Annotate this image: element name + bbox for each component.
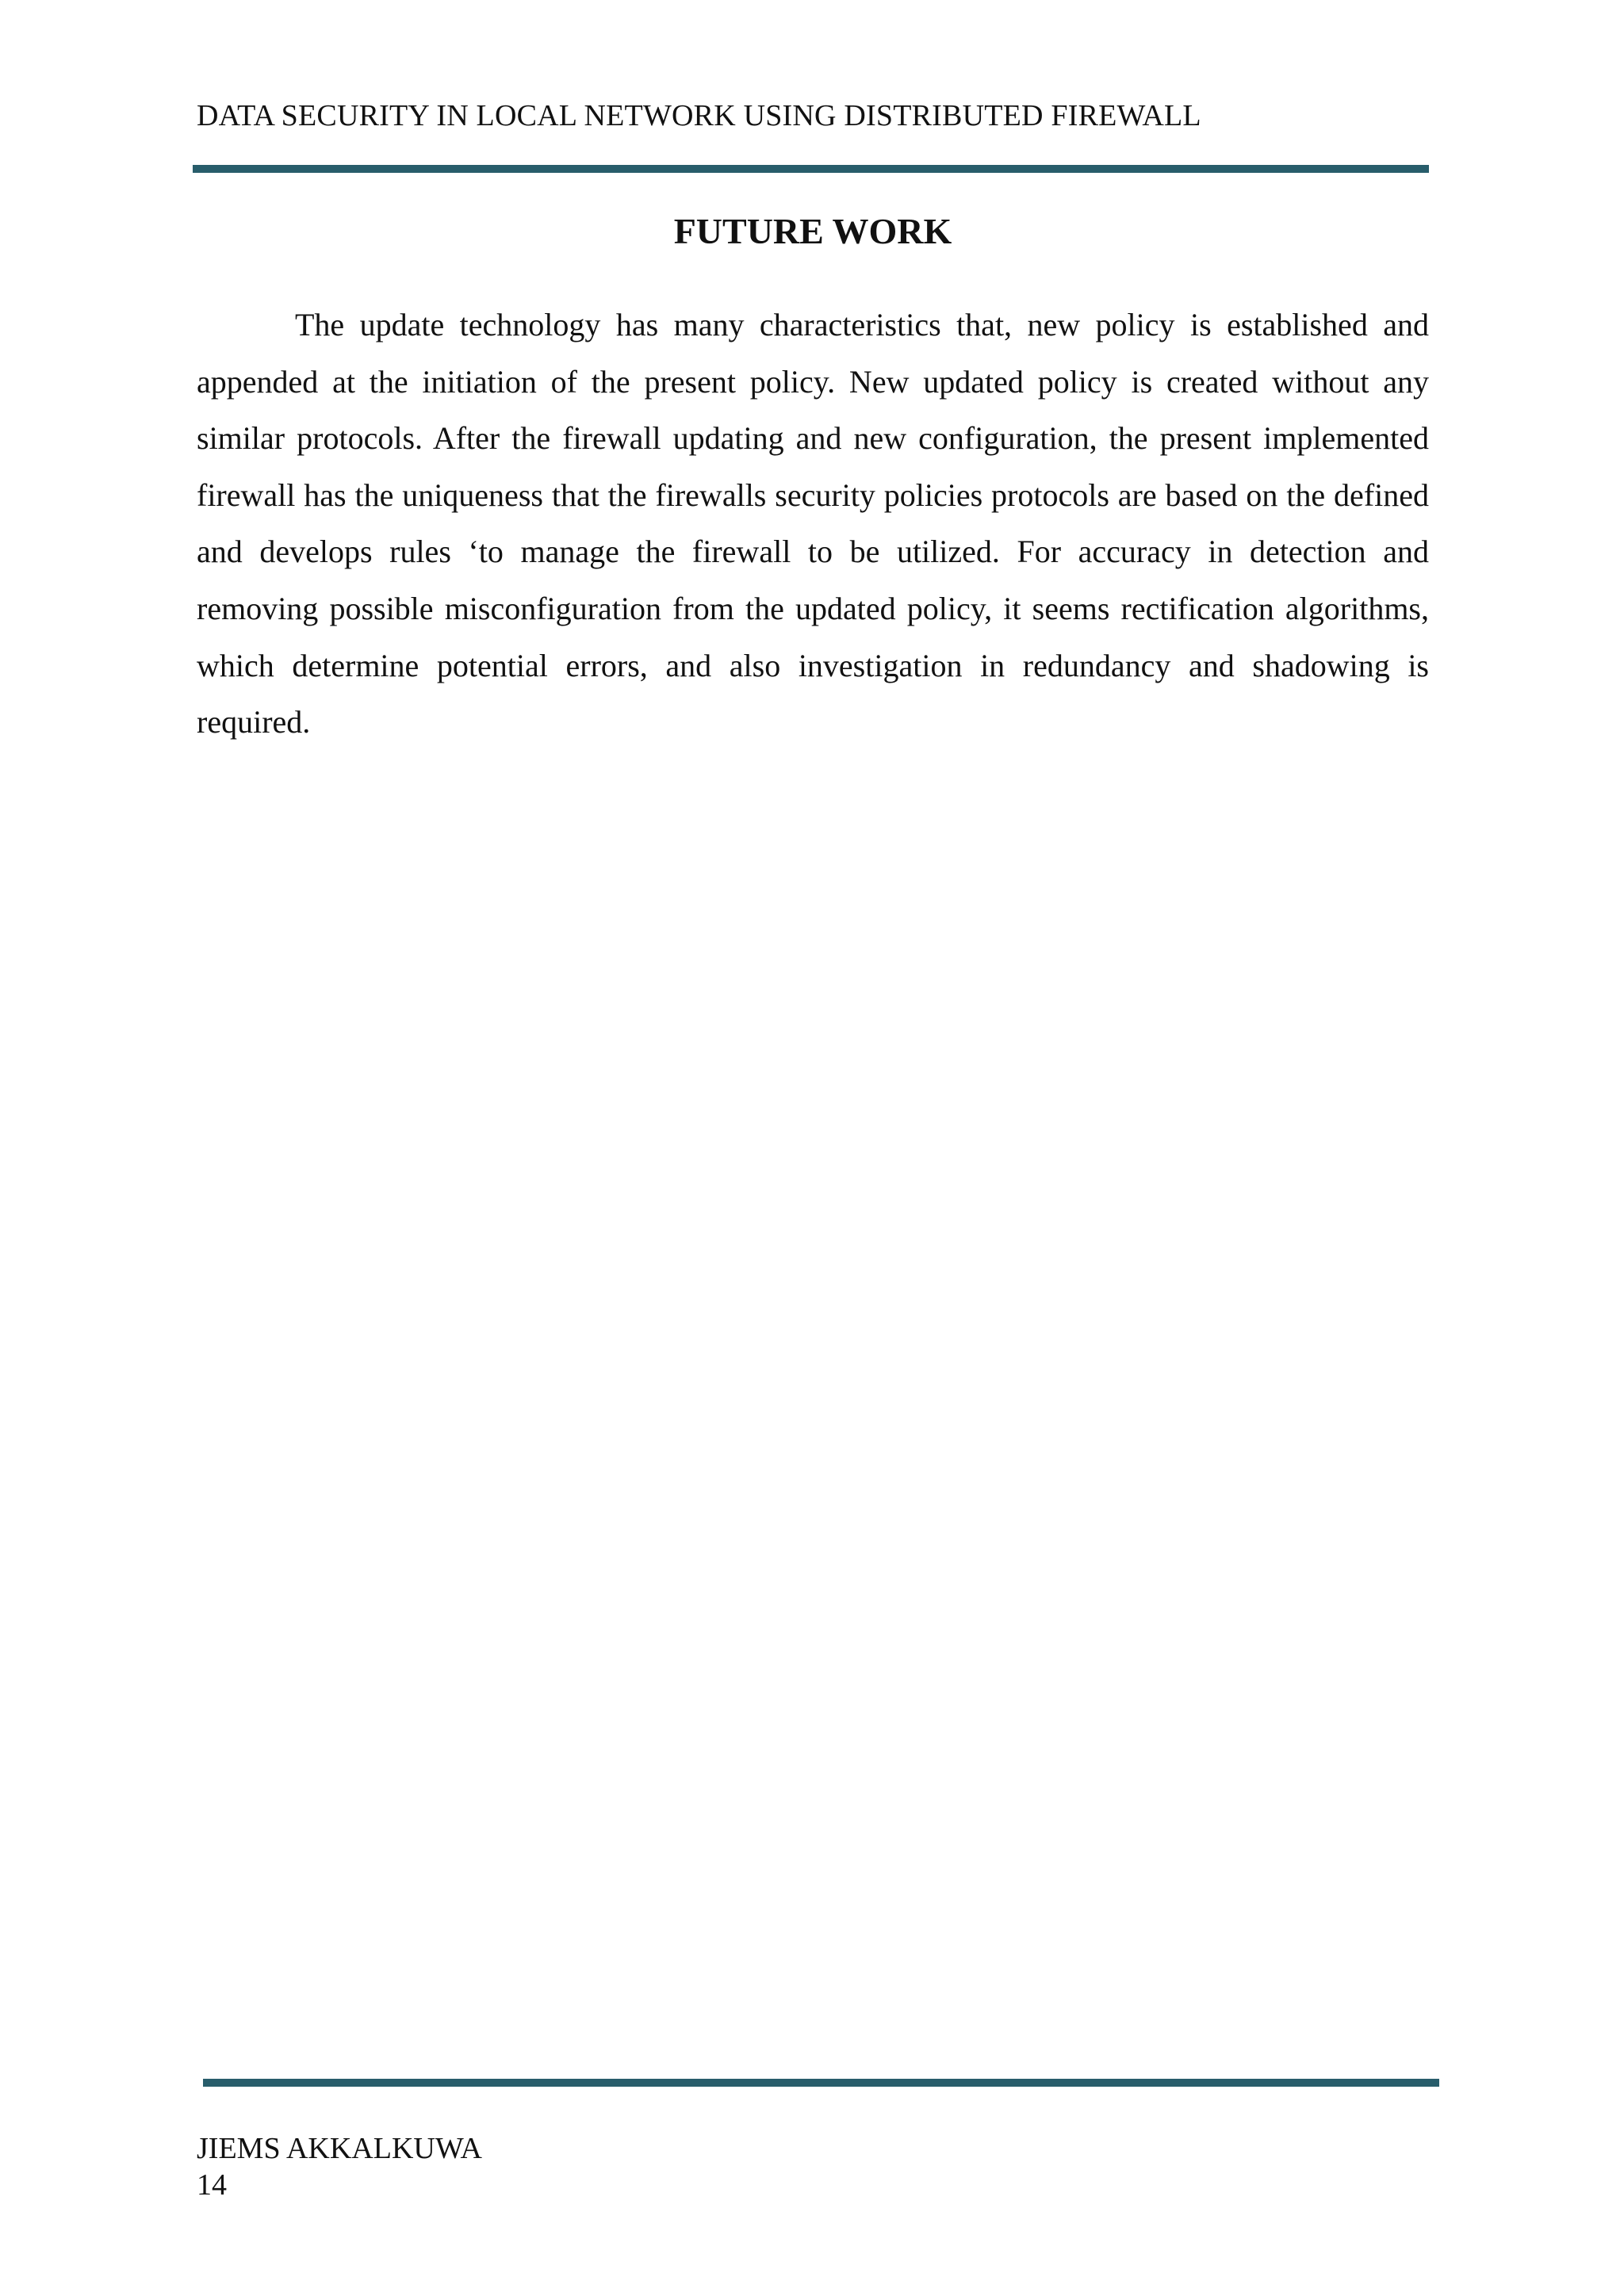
footer-institution: JIEMS AKKALKUWA [197,2132,482,2165]
page-number: 14 [197,2168,227,2202]
body-paragraph: The update technology has many characteristics that, new policy is established and appended at the initiation of the present policy. New updated policy is created without any similar protocols. After the firewall updating and new configuration, the present implemented firewall has the uniqueness that the firewalls security policies protocols are based on the defined and develops rules ‘to manage the firewall to be utilized. For accuracy in detection and removing possible misconfiguration from the updated policy, it seems rectification algorithms, which determine potential errors, and also investigation in redundancy and shadowing is required. [197,307,1429,740]
running-header: DATA SECURITY IN LOCAL NETWORK USING DISTRIBUTED FIREWALL [197,99,1201,132]
footer-rule [203,2079,1439,2087]
section-title: FUTURE WORK [673,211,952,251]
header-rule [193,165,1429,173]
